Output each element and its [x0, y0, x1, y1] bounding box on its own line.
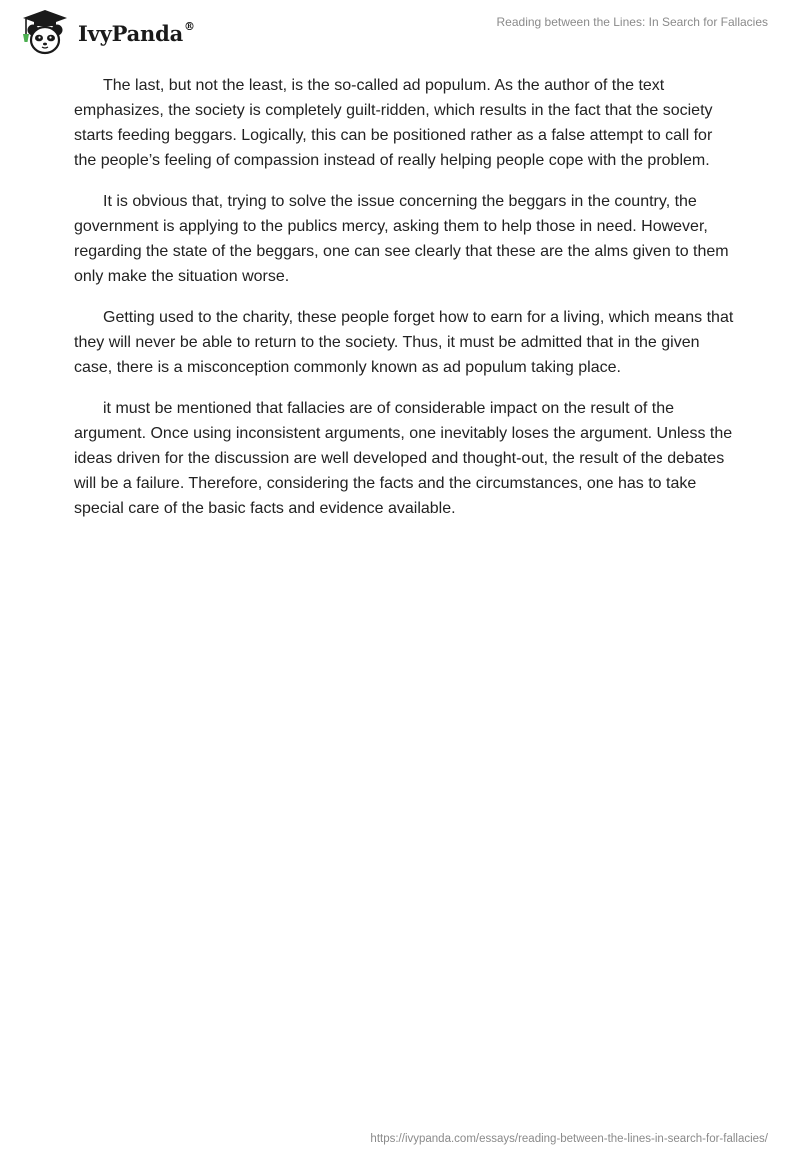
paragraph: It is obvious that, trying to solve the issue concerning the beggars in the country, the government is applying to the publics mercy, asking them to help those in need. However, regarding the state of the beggars, one can see clearly that these are the alms given to them only make the situation worse. [74, 193, 729, 285]
paragraph: Getting used to the charity, these people forget how to earn for a living, which means that they will never be able to return to the society. Thus, it must be admitted that in the given case, there is a misconception commonly known as ad populum taking place. [74, 309, 734, 376]
panda-graduate-icon [14, 8, 76, 56]
ivypanda-logo[interactable] [14, 8, 195, 56]
brand-name: IvyPanda® [78, 19, 195, 46]
paragraph: The last, but not the least, is the so-called ad populum. As the author of the text emphasizes, the society is completely guilt-ridden, which results in the fact that the society starts feeding beggars. Logically, this can be positioned rather as a false attempt to call for the people’s feeling of compassion instead of really helping people cope with the problem. [74, 77, 713, 169]
source-url-link[interactable]: https://ivypanda.com/essays/reading-between-the-lines-in-search-for-fallacies/ [370, 1133, 768, 1145]
registered-mark: ® [184, 19, 195, 33]
document-title: Reading between the Lines: In Search for Fallacies [496, 15, 768, 29]
essay-body [74, 73, 734, 537]
paragraph: it must be mentioned that fallacies are of considerable impact on the result of the argument. Once using inconsistent arguments, one inevitably loses the argument. Unless the ideas driven for the discussion are well developed and thought-out, the result of the debates will be a failure. Therefore, considering the facts and the circumstances, one has to take special care of the basic facts and evidence available. [74, 400, 733, 517]
